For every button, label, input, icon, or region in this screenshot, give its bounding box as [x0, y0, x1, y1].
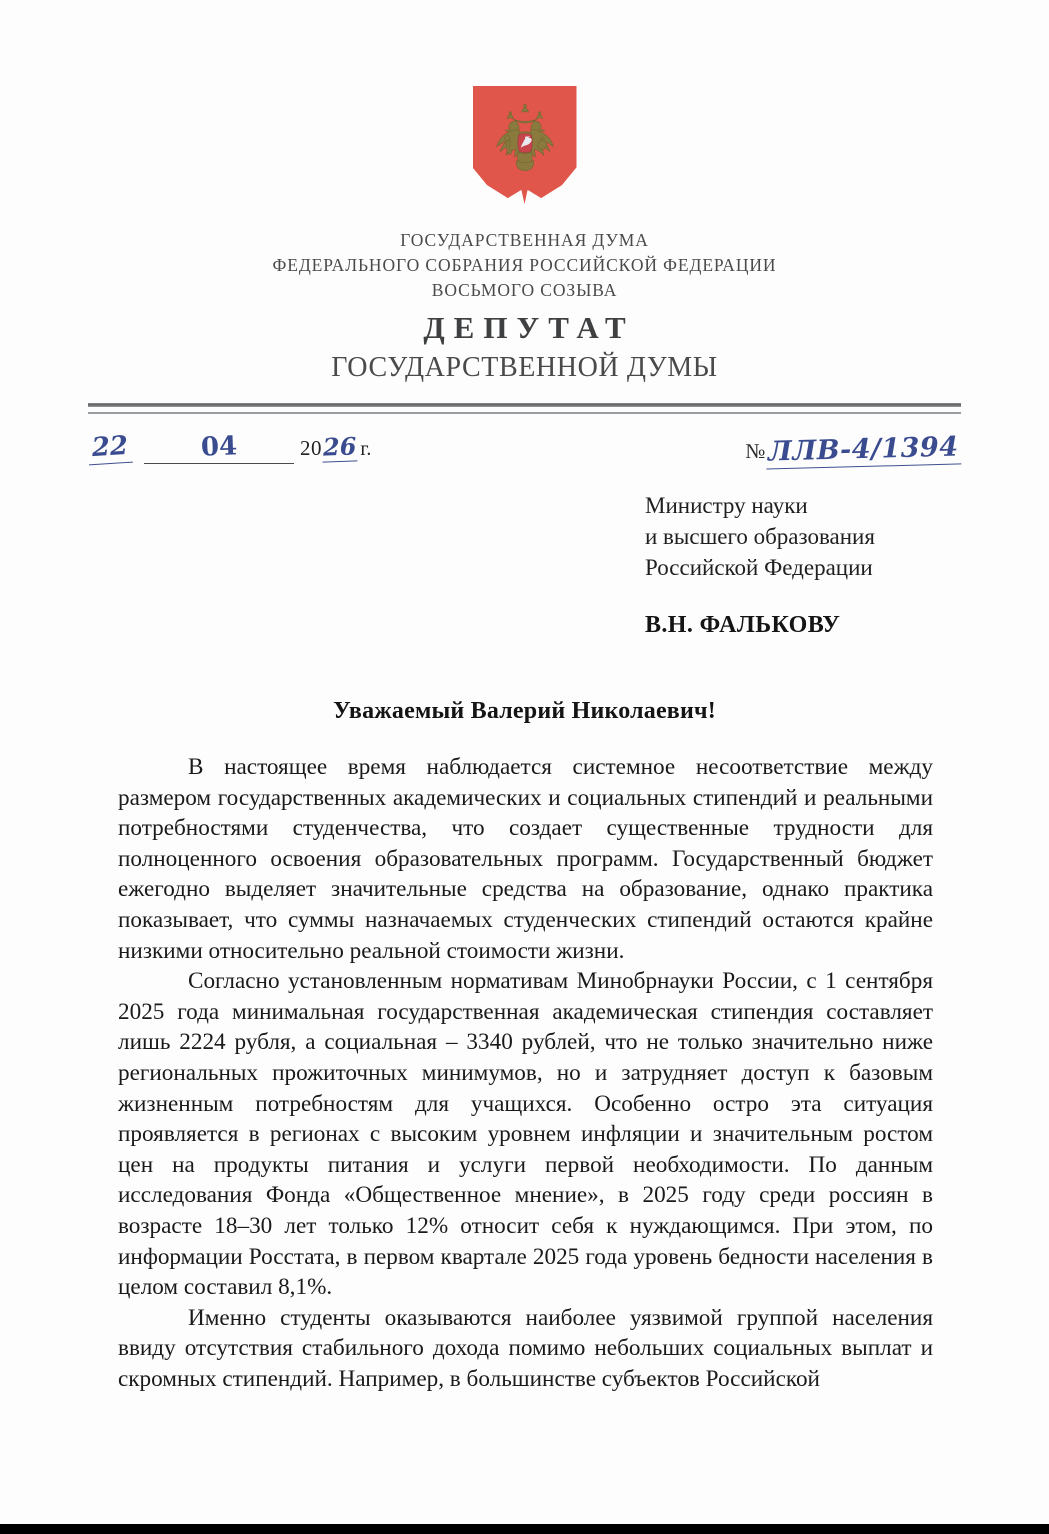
letter-body [118, 752, 933, 1394]
handwritten-year-digits: 26 [322, 431, 357, 462]
handwritten-day: 22 [87, 431, 133, 466]
emblem-container [0, 86, 1049, 204]
header-rule-thick [88, 403, 961, 407]
date-group [88, 432, 371, 464]
paragraph-1: В настоящее время наблюдается системное несоответствие между размером государственных академических и социальных стипендий и реальными потребностями студенчества, что создает существенные трудности для полноценного освоения образовательных программ. Государственный бюджет ежегодно выделяет значительные средства на образование, однако практика показывает, что суммы назначаемых студенческих стипендий остаются крайне низкими относительно реальной стоимости жизни. [118, 754, 933, 964]
double-headed-eagle-icon [482, 100, 568, 186]
reference-label: № [745, 439, 766, 463]
org-line-3: ВОСЬМОГО СОЗЫВА [431, 280, 618, 300]
addressee-line-1: Министру науки [645, 493, 808, 518]
addressee-line-2: и высшего образования [645, 524, 875, 549]
paragraph-3: Именно студенты оказываются наиболее уязвимой группой населения ввиду отсутствия стабильного дохода помимо небольших социальных выплат и скромных стипендий. Например, в большинстве субъектов Российской [118, 1304, 933, 1392]
month-slot [144, 432, 294, 464]
handwritten-reference-number: ЛЛВ-4/1394 [766, 431, 961, 469]
addressee-line-3: Российской Федерации [645, 555, 873, 580]
document-meta-row [88, 432, 961, 476]
scan-edge-artifact [0, 1524, 1049, 1534]
header-rule-thin [88, 412, 961, 414]
page-title: ДЕПУТАТ [423, 310, 635, 345]
org-line-2: ФЕДЕРАЛЬНОГО СОБРАНИЯ РОССИЙСКОЙ ФЕДЕРАЦИИ [272, 255, 777, 275]
reference-group [745, 431, 961, 468]
addressee-name: В.Н. ФАЛЬКОВУ [645, 612, 841, 638]
org-line-1: ГОСУДАРСТВЕННАЯ ДУМА [400, 230, 649, 250]
year-label: г. [360, 438, 372, 460]
page-subtitle: ГОСУДАРСТВЕННОЙ ДУМЫ [331, 352, 718, 383]
coat-of-arms-icon [473, 86, 577, 204]
st-george-rider-icon [517, 133, 532, 152]
paragraph-2: Согласно установленным нормативам Минобрнауки России, с 1 сентября 2025 года минимальная государственная академическая стипендия составляет лишь 2224 рубля, а социальная – 3340 рублей, что не только значительно ниже региональных прожиточных минимумов, но и затрудняет доступ к базовым жизненным потребностям для учащихся. Особенно остро эта ситуация проявляется в регионах с высоким уровнем инфляции и значительным ростом цен на продукты питания и услуги первой необходимости. По данным исследования Фонда «Общественное мнение», в 2025 году среди россиян в возрасте 18–30 лет только 12% относит себя к нуждающимся. При этом, по информации Росстата, в первом квартале 2025 года уровень бедности населения в целом составил 8,1%. [118, 968, 933, 1301]
salutation: Уважаемый Валерий Николаевич! [333, 698, 716, 724]
organisation-header [0, 228, 1049, 303]
handwritten-month: 04 [200, 431, 238, 463]
addressee-block [645, 490, 1005, 583]
year-prefix: 20 [300, 436, 322, 460]
